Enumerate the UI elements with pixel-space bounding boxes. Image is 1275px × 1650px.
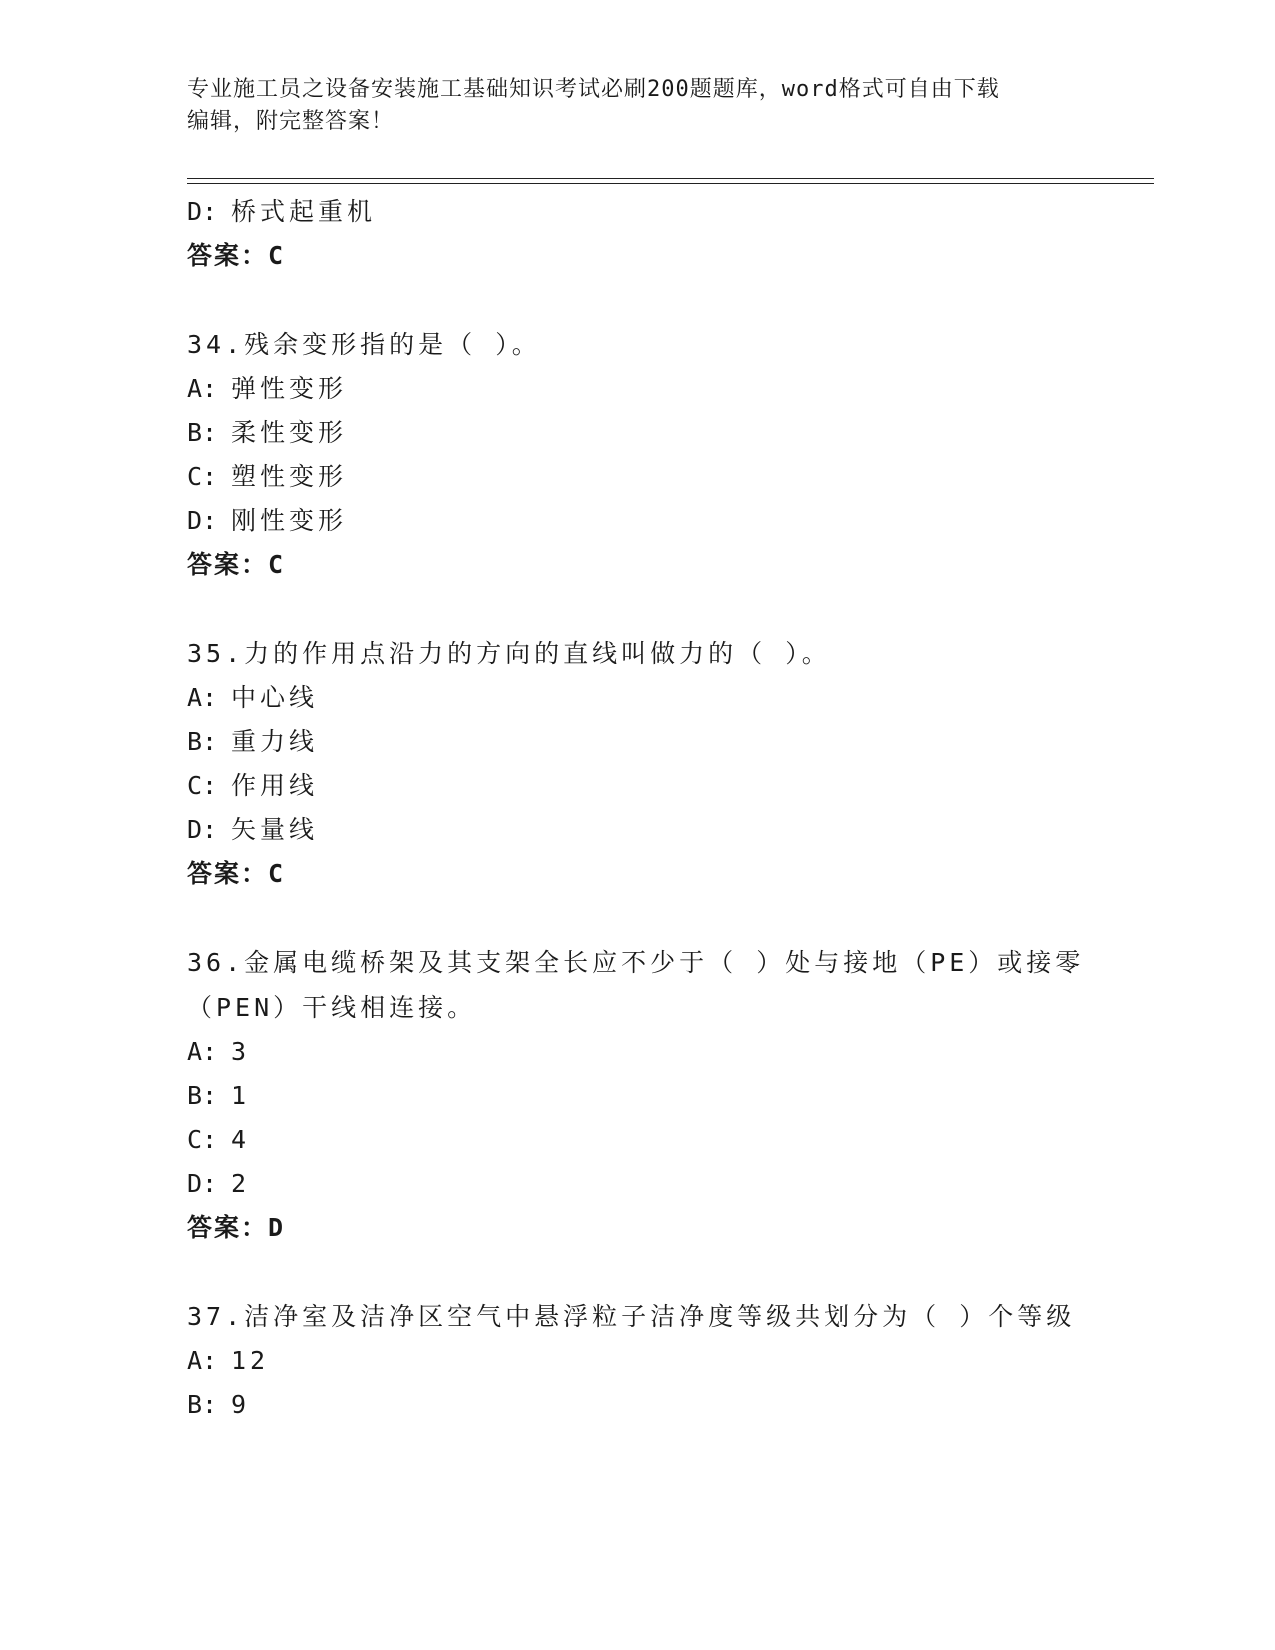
option-label: C: [187,771,218,800]
option-row [187,411,1087,455]
option-label: D: [187,506,218,535]
option-row [187,1383,1087,1427]
option-label: A: [187,1037,218,1066]
option-label: D: [187,1169,218,1198]
header-line-1: 专业施工员之设备安装施工基础知识考试必刷200题题库，word格式可自由下载 [187,77,1000,102]
option-row [187,1074,1087,1118]
option-label: A: [187,683,218,712]
question-37 [187,1294,1087,1427]
option-label: A: [187,1346,218,1375]
option-text: 塑性变形 [231,462,348,491]
option-text: 柔性变形 [231,418,348,447]
option-row [187,1030,1087,1074]
answer-row [187,543,1087,587]
question-stem: 34.残余变形指的是（ ）。 [187,330,541,359]
question-stem: 35.力的作用点沿力的方向的直线叫做力的（ ）。 [187,639,831,668]
answer-value: C [268,241,286,270]
option-label: D: [187,197,218,226]
option-text: 刚性变形 [231,506,348,535]
header-rule-bottom [187,183,1154,184]
answer-label: 答案： [187,550,269,579]
question-34 [187,322,1087,587]
option-text: 2 [231,1169,251,1198]
option-row [187,1339,1087,1383]
question-stem-continued: （PEN）干线相连接。 [187,993,477,1022]
prev-question-tail [187,190,1087,278]
answer-label: 答案： [187,859,269,888]
option-text: 9 [231,1390,251,1419]
option-text: 桥式起重机 [231,197,377,226]
option-row [187,764,1087,808]
option-text: 1 [231,1081,251,1110]
answer-label: 答案： [187,1213,269,1242]
option-text: 作用线 [231,771,319,800]
answer-value: D [268,1213,286,1242]
option-row [187,720,1087,764]
option-text: 12 [231,1346,270,1375]
answer-value: C [268,550,286,579]
option-text: 3 [231,1037,251,1066]
option-row [187,455,1087,499]
option-row [187,676,1087,720]
header-rule-top [187,178,1154,179]
option-row [187,1162,1087,1206]
option-text: 矢量线 [231,815,319,844]
option-text: 中心线 [231,683,319,712]
answer-row [187,852,1087,896]
question-list [187,190,1087,1427]
option-label: B: [187,1081,218,1110]
option-row [187,499,1087,543]
option-label: B: [187,727,218,756]
option-text: 重力线 [231,727,319,756]
question-stem: 37.洁净室及洁净区空气中悬浮粒子洁净度等级共划分为（ ）个等级 [187,1302,1076,1331]
question-35 [187,631,1087,896]
question-36 [187,940,1087,1250]
option-label: C: [187,1125,218,1154]
question-stem: 36.金属电缆桥架及其支架全长应不少于（ ）处与接地（PE）或接零 [187,948,1085,977]
option-label: D: [187,815,218,844]
option-row [187,367,1087,411]
answer-value: C [268,859,286,888]
answer-label: 答案： [187,241,269,270]
option-row [187,1118,1087,1162]
option-label: A: [187,374,218,403]
option-label: C: [187,462,218,491]
option-label: B: [187,1390,218,1419]
option-row [187,808,1087,852]
option-text: 4 [231,1125,251,1154]
answer-row [187,234,1087,278]
document-header [187,74,1077,138]
option-row [187,190,1087,234]
answer-row [187,1206,1087,1250]
option-label: B: [187,418,218,447]
option-text: 弹性变形 [231,374,348,403]
header-line-2: 编辑，附完整答案！ [187,109,395,134]
